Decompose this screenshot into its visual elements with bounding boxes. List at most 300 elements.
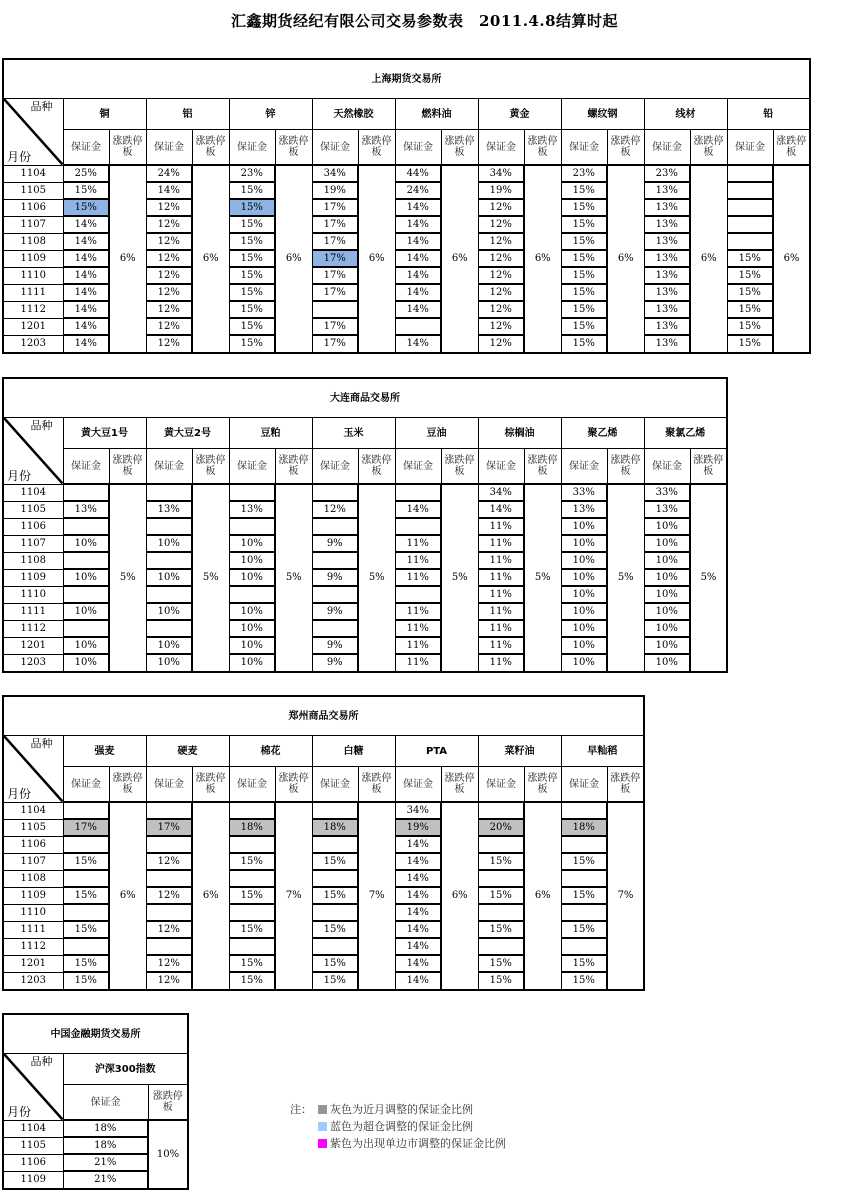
month-cell: 1106 — [3, 836, 63, 853]
margin-cell: 14% — [63, 335, 109, 353]
margin-cell: 15% — [561, 267, 607, 284]
price-limit-cell: 5% — [690, 484, 727, 672]
margin-header: 保证金 — [146, 767, 192, 803]
month-cell: 1203 — [3, 654, 63, 672]
product-name: 聚氯乙烯 — [644, 418, 727, 449]
margin-cell — [229, 870, 275, 887]
margin-cell: 15% — [727, 267, 773, 284]
margin-cell: 12% — [146, 284, 192, 301]
note-purple: 紫色为出现单边市调整的保证金比例 — [330, 1137, 506, 1150]
month-cell: 1201 — [3, 955, 63, 972]
margin-header: 保证金 — [312, 767, 358, 803]
margin-cell: 12% — [478, 233, 524, 250]
margin-cell: 34% — [312, 165, 358, 182]
month-cell: 1201 — [3, 637, 63, 654]
exchange-table — [2, 58, 811, 354]
month-cell: 1105 — [3, 501, 63, 518]
margin-cell — [229, 836, 275, 853]
margin-cell: 15% — [561, 233, 607, 250]
notes-prefix: 注： — [290, 1103, 312, 1116]
margin-cell: 12% — [478, 267, 524, 284]
margin-cell: 14% — [395, 853, 441, 870]
gray-swatch-icon — [318, 1105, 327, 1114]
margin-cell: 21% — [63, 1171, 148, 1189]
margin-cell: 18% — [63, 1137, 148, 1154]
margin-cell — [229, 484, 275, 501]
document-title: 汇鑫期货经纪有限公司交易参数表 2011.4.8结算时起 — [230, 12, 619, 30]
margin-cell: 18% — [63, 1120, 148, 1137]
margin-cell: 10% — [644, 620, 690, 637]
margin-cell — [478, 836, 524, 853]
product-name: 铅 — [727, 99, 810, 130]
margin-header: 保证金 — [146, 130, 192, 166]
price-limit-cell: 7% — [358, 802, 395, 990]
margin-cell: 11% — [395, 637, 441, 654]
margin-cell: 15% — [63, 887, 109, 904]
price-limit-cell: 10% — [148, 1120, 188, 1189]
month-cell: 1104 — [3, 484, 63, 501]
margin-cell: 15% — [561, 887, 607, 904]
margin-cell: 12% — [146, 921, 192, 938]
margin-cell: 15% — [63, 853, 109, 870]
margin-cell: 12% — [146, 853, 192, 870]
margin-cell: 15% — [229, 250, 275, 267]
margin-header: 保证金 — [478, 449, 524, 485]
margin-cell: 12% — [478, 250, 524, 267]
margin-cell: 15% — [229, 887, 275, 904]
margin-cell: 10% — [229, 620, 275, 637]
margin-cell — [312, 836, 358, 853]
margin-cell: 15% — [561, 250, 607, 267]
month-cell: 1106 — [3, 199, 63, 216]
limit-header: 涨跌停板 — [607, 449, 644, 485]
margin-cell — [63, 836, 109, 853]
margin-cell: 17% — [312, 284, 358, 301]
margin-cell: 10% — [63, 569, 109, 586]
margin-header: 保证金 — [312, 130, 358, 166]
margin-cell: 12% — [146, 318, 192, 335]
month-cell: 1109 — [3, 569, 63, 586]
price-limit-cell: 5% — [358, 484, 395, 672]
margin-cell: 10% — [146, 637, 192, 654]
margin-cell: 12% — [146, 233, 192, 250]
margin-cell: 10% — [229, 654, 275, 672]
margin-cell: 17% — [146, 819, 192, 836]
margin-cell: 15% — [229, 199, 275, 216]
margin-cell: 14% — [395, 250, 441, 267]
margin-cell: 15% — [312, 921, 358, 938]
limit-header: 涨跌停板 — [109, 449, 146, 485]
margin-cell: 20% — [478, 819, 524, 836]
margin-cell: 10% — [63, 654, 109, 672]
margin-cell: 17% — [312, 267, 358, 284]
margin-cell — [146, 904, 192, 921]
margin-cell: 11% — [395, 535, 441, 552]
margin-cell: 15% — [312, 955, 358, 972]
month-cell: 1105 — [3, 182, 63, 199]
product-name: 玉米 — [312, 418, 395, 449]
margin-cell: 15% — [229, 318, 275, 335]
limit-header: 涨跌停板 — [148, 1085, 188, 1121]
margin-cell: 25% — [63, 165, 109, 182]
margin-cell: 13% — [644, 250, 690, 267]
margin-cell: 17% — [312, 199, 358, 216]
margin-cell: 14% — [395, 887, 441, 904]
diagonal-header-cell — [3, 736, 63, 803]
price-limit-cell: 5% — [275, 484, 312, 672]
table-row — [3, 484, 727, 501]
price-limit-cell: 5% — [192, 484, 229, 672]
margin-cell: 15% — [63, 921, 109, 938]
limit-header: 涨跌停板 — [109, 130, 146, 166]
month-cell: 1112 — [3, 938, 63, 955]
limit-header: 涨跌停板 — [192, 767, 229, 803]
margin-cell: 34% — [395, 802, 441, 819]
margin-cell: 12% — [146, 335, 192, 353]
margin-cell: 15% — [229, 335, 275, 353]
margin-cell: 10% — [561, 586, 607, 603]
margin-cell: 44% — [395, 165, 441, 182]
legend-notes — [290, 1101, 506, 1152]
exchange-table — [2, 1013, 189, 1190]
exchange-name: 大连商品交易所 — [3, 378, 727, 418]
margin-cell: 13% — [229, 501, 275, 518]
margin-cell: 14% — [395, 216, 441, 233]
margin-cell: 21% — [63, 1154, 148, 1171]
margin-cell — [312, 586, 358, 603]
margin-cell: 14% — [395, 199, 441, 216]
margin-cell — [395, 518, 441, 535]
limit-header: 涨跌停板 — [773, 130, 810, 166]
margin-cell — [727, 199, 773, 216]
price-limit-cell: 6% — [607, 165, 644, 353]
margin-cell: 24% — [146, 165, 192, 182]
margin-cell: 10% — [561, 637, 607, 654]
margin-header: 保证金 — [727, 130, 773, 166]
margin-cell — [561, 836, 607, 853]
table-row — [3, 1120, 188, 1137]
margin-cell: 15% — [727, 301, 773, 318]
limit-header: 涨跌停板 — [607, 767, 644, 803]
margin-cell: 14% — [395, 870, 441, 887]
margin-header: 保证金 — [561, 767, 607, 803]
limit-header: 涨跌停板 — [524, 767, 561, 803]
margin-cell: 13% — [561, 501, 607, 518]
margin-cell — [63, 586, 109, 603]
margin-cell: 15% — [561, 853, 607, 870]
margin-cell: 13% — [146, 501, 192, 518]
margin-cell: 15% — [229, 972, 275, 990]
variety-label: 品种 — [30, 1055, 53, 1068]
margin-header: 保证金 — [395, 767, 441, 803]
margin-cell — [312, 870, 358, 887]
margin-cell: 24% — [395, 182, 441, 199]
margin-cell — [146, 484, 192, 501]
margin-cell: 33% — [644, 484, 690, 501]
month-cell: 1110 — [3, 267, 63, 284]
margin-cell: 13% — [644, 182, 690, 199]
margin-cell: 15% — [229, 284, 275, 301]
margin-header: 保证金 — [312, 449, 358, 485]
margin-cell: 12% — [146, 250, 192, 267]
margin-cell: 11% — [395, 654, 441, 672]
price-limit-cell: 6% — [441, 802, 478, 990]
margin-cell: 15% — [229, 233, 275, 250]
margin-cell — [478, 904, 524, 921]
limit-header: 涨跌停板 — [524, 130, 561, 166]
margin-cell: 23% — [561, 165, 607, 182]
margin-cell: 15% — [478, 887, 524, 904]
margin-header: 保证金 — [63, 767, 109, 803]
margin-cell: 11% — [478, 586, 524, 603]
price-limit-cell: 6% — [275, 165, 312, 353]
month-cell: 1110 — [3, 904, 63, 921]
margin-cell — [395, 318, 441, 335]
margin-cell: 12% — [478, 199, 524, 216]
margin-cell — [727, 182, 773, 199]
margin-cell: 10% — [146, 654, 192, 672]
limit-header: 涨跌停板 — [607, 130, 644, 166]
margin-cell: 15% — [229, 267, 275, 284]
month-cell: 1106 — [3, 518, 63, 535]
margin-cell: 12% — [478, 318, 524, 335]
product-name: 铝 — [146, 99, 229, 130]
margin-cell — [312, 904, 358, 921]
margin-cell — [727, 233, 773, 250]
margin-cell: 15% — [561, 284, 607, 301]
price-limit-cell: 6% — [109, 802, 146, 990]
margin-cell: 10% — [561, 518, 607, 535]
margin-cell — [312, 484, 358, 501]
margin-cell — [63, 620, 109, 637]
margin-cell: 14% — [63, 284, 109, 301]
margin-cell: 15% — [727, 284, 773, 301]
product-name: 菜籽油 — [478, 736, 561, 767]
product-name: 豆油 — [395, 418, 478, 449]
limit-header: 涨跌停板 — [275, 449, 312, 485]
product-name: 燃料油 — [395, 99, 478, 130]
margin-cell: 10% — [229, 552, 275, 569]
margin-cell — [478, 802, 524, 819]
margin-cell: 17% — [312, 250, 358, 267]
margin-cell: 11% — [395, 569, 441, 586]
margin-cell: 19% — [312, 182, 358, 199]
margin-cell: 14% — [63, 267, 109, 284]
margin-cell: 14% — [63, 318, 109, 335]
product-name: 黄金 — [478, 99, 561, 130]
margin-cell: 12% — [146, 972, 192, 990]
margin-cell: 15% — [312, 972, 358, 990]
margin-cell: 15% — [561, 301, 607, 318]
month-cell: 1111 — [3, 284, 63, 301]
month-cell: 1105 — [3, 1137, 63, 1154]
margin-cell: 14% — [146, 182, 192, 199]
margin-cell — [63, 518, 109, 535]
price-limit-cell: 6% — [358, 165, 395, 353]
margin-cell — [63, 802, 109, 819]
price-limit-cell: 5% — [441, 484, 478, 672]
margin-cell — [229, 904, 275, 921]
purple-swatch-icon — [318, 1139, 327, 1148]
limit-header: 涨跌停板 — [358, 449, 395, 485]
margin-cell: 11% — [478, 637, 524, 654]
margin-cell: 15% — [63, 199, 109, 216]
margin-cell — [312, 301, 358, 318]
price-limit-cell: 6% — [192, 802, 229, 990]
margin-cell: 12% — [478, 216, 524, 233]
margin-cell — [229, 938, 275, 955]
margin-cell: 15% — [478, 972, 524, 990]
margin-cell: 15% — [63, 972, 109, 990]
margin-cell: 12% — [478, 284, 524, 301]
product-name: PTA — [395, 736, 478, 767]
product-name: 沪深300指数 — [63, 1054, 188, 1085]
diagonal-header-cell — [3, 99, 63, 166]
margin-header: 保证金 — [644, 130, 690, 166]
margin-header: 保证金 — [63, 1085, 148, 1121]
margin-header: 保证金 — [229, 449, 275, 485]
margin-cell: 11% — [478, 518, 524, 535]
month-cell: 1109 — [3, 1171, 63, 1189]
margin-cell — [146, 586, 192, 603]
month-label: 月份 — [7, 786, 32, 801]
margin-cell — [63, 904, 109, 921]
margin-cell — [478, 938, 524, 955]
month-cell: 1201 — [3, 318, 63, 335]
margin-cell — [146, 870, 192, 887]
margin-cell — [63, 552, 109, 569]
margin-cell: 10% — [644, 586, 690, 603]
margin-cell — [478, 870, 524, 887]
margin-cell: 10% — [561, 535, 607, 552]
month-cell: 1111 — [3, 603, 63, 620]
month-label: 月份 — [7, 1104, 32, 1119]
margin-cell: 10% — [644, 654, 690, 672]
variety-label: 品种 — [30, 737, 53, 750]
margin-cell: 10% — [561, 654, 607, 672]
margin-cell: 14% — [395, 233, 441, 250]
price-limit-cell: 5% — [524, 484, 561, 672]
month-label: 月份 — [7, 468, 32, 483]
margin-cell — [146, 802, 192, 819]
margin-cell: 14% — [395, 267, 441, 284]
month-cell: 1203 — [3, 972, 63, 990]
margin-cell: 14% — [395, 972, 441, 990]
margin-cell: 9% — [312, 603, 358, 620]
margin-cell: 18% — [229, 819, 275, 836]
month-cell: 1107 — [3, 535, 63, 552]
margin-cell: 10% — [644, 637, 690, 654]
margin-cell: 10% — [561, 603, 607, 620]
margin-cell: 10% — [63, 603, 109, 620]
margin-cell: 10% — [229, 603, 275, 620]
margin-cell: 14% — [478, 501, 524, 518]
margin-cell: 15% — [561, 216, 607, 233]
margin-header: 保证金 — [229, 130, 275, 166]
margin-cell: 15% — [63, 182, 109, 199]
margin-cell: 10% — [644, 518, 690, 535]
margin-cell: 15% — [561, 955, 607, 972]
margin-cell — [561, 802, 607, 819]
margin-cell: 15% — [229, 955, 275, 972]
limit-header: 涨跌停板 — [441, 449, 478, 485]
product-name: 螺纹钢 — [561, 99, 644, 130]
margin-cell: 17% — [312, 318, 358, 335]
margin-cell: 11% — [478, 603, 524, 620]
margin-cell: 13% — [644, 335, 690, 353]
margin-cell: 34% — [478, 165, 524, 182]
month-cell: 1104 — [3, 165, 63, 182]
limit-header: 涨跌停板 — [524, 449, 561, 485]
margin-cell: 15% — [478, 955, 524, 972]
limit-header: 涨跌停板 — [441, 767, 478, 803]
margin-cell: 17% — [312, 216, 358, 233]
margin-cell: 33% — [561, 484, 607, 501]
price-limit-cell: 6% — [441, 165, 478, 353]
margin-cell: 13% — [63, 501, 109, 518]
margin-cell: 12% — [312, 501, 358, 518]
margin-cell: 14% — [63, 250, 109, 267]
month-cell: 1108 — [3, 552, 63, 569]
margin-cell: 23% — [644, 165, 690, 182]
margin-cell: 15% — [561, 921, 607, 938]
margin-cell: 11% — [395, 552, 441, 569]
margin-cell — [561, 938, 607, 955]
margin-cell: 12% — [478, 301, 524, 318]
margin-cell — [312, 802, 358, 819]
product-name: 锌 — [229, 99, 312, 130]
margin-cell: 34% — [478, 484, 524, 501]
margin-cell: 14% — [395, 301, 441, 318]
margin-cell: 10% — [644, 552, 690, 569]
product-name: 白糖 — [312, 736, 395, 767]
diagonal-header-cell — [3, 1054, 63, 1121]
margin-cell: 13% — [644, 301, 690, 318]
month-cell: 1104 — [3, 802, 63, 819]
margin-cell: 11% — [478, 620, 524, 637]
variety-label: 品种 — [30, 100, 53, 113]
limit-header: 涨跌停板 — [192, 130, 229, 166]
margin-cell — [395, 484, 441, 501]
margin-cell: 11% — [478, 552, 524, 569]
limit-header: 涨跌停板 — [690, 449, 727, 485]
exchange-table — [2, 377, 728, 673]
price-limit-cell: 5% — [109, 484, 146, 672]
margin-header: 保证金 — [229, 767, 275, 803]
margin-cell: 17% — [63, 819, 109, 836]
margin-cell: 13% — [644, 267, 690, 284]
margin-cell: 10% — [561, 569, 607, 586]
margin-cell — [229, 802, 275, 819]
margin-cell: 13% — [644, 233, 690, 250]
margin-cell: 13% — [644, 501, 690, 518]
margin-cell: 15% — [229, 301, 275, 318]
margin-header: 保证金 — [395, 449, 441, 485]
product-name: 棉花 — [229, 736, 312, 767]
price-limit-cell: 6% — [192, 165, 229, 353]
margin-cell: 10% — [63, 535, 109, 552]
price-limit-cell: 6% — [524, 165, 561, 353]
price-limit-cell: 6% — [773, 165, 810, 353]
margin-header: 保证金 — [146, 449, 192, 485]
month-cell: 1109 — [3, 887, 63, 904]
margin-cell: 14% — [395, 335, 441, 353]
limit-header: 涨跌停板 — [358, 767, 395, 803]
margin-cell: 15% — [229, 216, 275, 233]
margin-cell: 18% — [561, 819, 607, 836]
margin-cell: 15% — [561, 318, 607, 335]
month-cell: 1203 — [3, 335, 63, 353]
